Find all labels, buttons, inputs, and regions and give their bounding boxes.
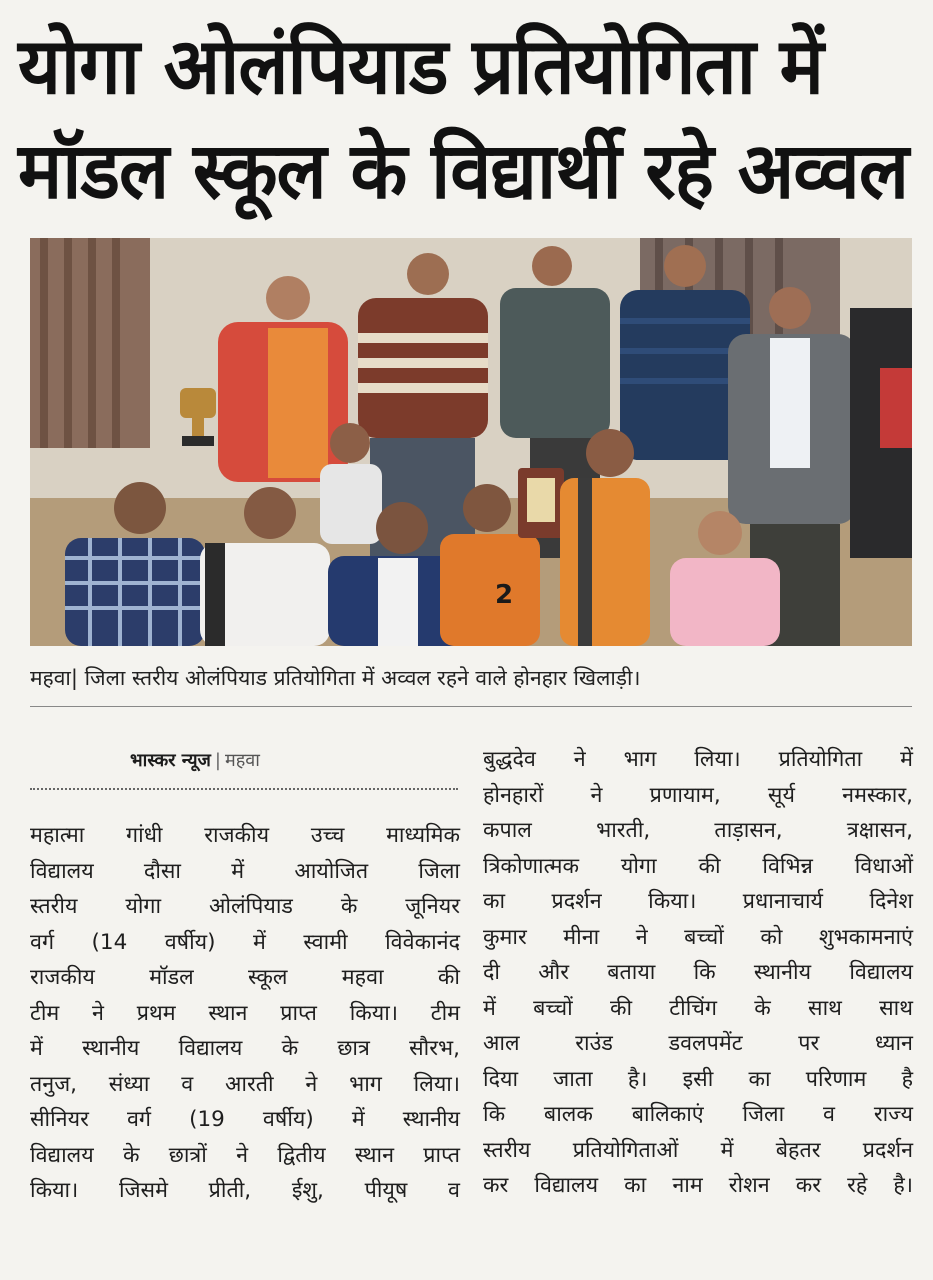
article-line: बुद्धदेव ने भाग लिया। प्रतियोगिता में bbox=[483, 747, 913, 772]
byline-location: महवा bbox=[224, 750, 260, 771]
trophy-plaque bbox=[518, 468, 564, 538]
article-line: विद्यालय के छात्रों ने द्वितीय स्थान प्राप्त bbox=[30, 1142, 460, 1168]
article-column-left bbox=[30, 818, 460, 1209]
headline-line-1: योगा ओलंपियाड प्रतियोगिता में bbox=[18, 21, 823, 112]
article-line: विद्यालय दौसा में आयोजित जिला bbox=[30, 858, 460, 884]
article-line: का प्रदर्शन किया। प्रधानाचार्य दिनेश bbox=[483, 889, 913, 914]
article-line: तनुज, संध्या व आरती ने भाग लिया। bbox=[30, 1071, 460, 1097]
left-curtain bbox=[30, 238, 150, 448]
byline-divider bbox=[30, 788, 458, 790]
group-photo-illustration bbox=[30, 238, 912, 646]
article-line: कपाल भारती, ताड़ासन, त्रक्षासन, bbox=[483, 818, 913, 843]
byline-source: भास्कर न्यूज bbox=[130, 750, 211, 771]
article-line: आल राउंड डवलपमेंट पर ध्यान bbox=[483, 1031, 913, 1056]
article-column-right bbox=[483, 742, 913, 1204]
article-line: त्रिकोणात्मक योगा की विभिन्न विधाओं bbox=[483, 853, 913, 879]
article-line: दिया जाता है। इसी का परिणाम है bbox=[483, 1066, 913, 1092]
article-line: स्तरीय योगा ओलंपियाड के जूनियर bbox=[30, 894, 460, 919]
article-line: किया। जिसमे प्रीती, ईशु, पीयूष व bbox=[30, 1178, 460, 1203]
article-line: टीम ने प्रथम स्थान प्राप्त किया। टीम bbox=[30, 1000, 460, 1026]
trophy-cup bbox=[180, 388, 216, 446]
article-line: कुमार मीना ने बच्चों को शुभकामनाएं bbox=[483, 924, 913, 950]
article-line: में स्थानीय विद्यालय के छात्र सौरभ, bbox=[30, 1036, 460, 1061]
article-line: होनहारों ने प्रणायाम, सूर्य नमस्कार, bbox=[483, 782, 913, 808]
caption-text: जिला स्तरीय ओलंपियाड प्रतियोगिता में अव्वल रहने वाले होनहार खिलाड़ी। bbox=[84, 666, 641, 690]
article-line: राजकीय मॉडल स्कूल महवा की bbox=[30, 965, 460, 990]
article-line: में बच्चों की टीचिंग के साथ साथ bbox=[483, 995, 913, 1021]
headline bbox=[18, 14, 918, 224]
article-line: कर विद्यालय का नाम रोशन कर रहे है। bbox=[483, 1173, 913, 1198]
adult-partial-right bbox=[850, 308, 912, 558]
article-line: कि बालक बालिकाएं जिला व राज्य bbox=[483, 1102, 913, 1127]
article-line: सीनियर वर्ग (19 वर्षीय) में स्थानीय bbox=[30, 1107, 460, 1132]
article-line: वर्ग (14 वर्षीय) में स्वामी विवेकानंद bbox=[30, 929, 460, 955]
caption-place: महवा bbox=[30, 666, 71, 690]
caption-separator: | bbox=[70, 666, 78, 690]
headline-line-2: मॉडल स्कूल के विद्यार्थी रहे अव्वल bbox=[18, 126, 908, 217]
photo-caption bbox=[30, 664, 920, 692]
article-line: स्तरीय प्रतियोगिताओं में बेहतर प्रदर्शन bbox=[483, 1137, 913, 1163]
group-photo bbox=[30, 238, 912, 646]
byline bbox=[130, 748, 260, 772]
caption-rule bbox=[30, 706, 912, 707]
article-line: दी और बताया कि स्थानीय विद्यालय bbox=[483, 960, 913, 985]
jersey-number: 2 bbox=[495, 580, 514, 610]
article-line: महात्मा गांधी राजकीय उच्च माध्यमिक bbox=[30, 823, 460, 848]
byline-separator: | bbox=[214, 750, 221, 771]
